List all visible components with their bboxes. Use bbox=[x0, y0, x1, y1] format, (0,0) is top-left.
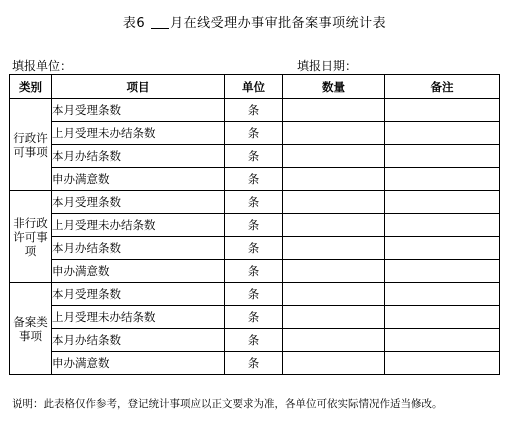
item-cell: 上月受理未办结条数 bbox=[52, 214, 225, 237]
footnote: 说明：此表格仅作参考，登记统计事项应以正文要求为准，各单位可依实际情况作适当修改。 bbox=[12, 398, 443, 410]
unit-cell: 条 bbox=[225, 306, 283, 329]
statistics-table bbox=[9, 74, 500, 375]
header-unit: 单位 bbox=[225, 75, 283, 99]
item-cell: 本月办结条数 bbox=[52, 237, 225, 260]
quantity-cell[interactable] bbox=[283, 329, 385, 352]
quantity-cell[interactable] bbox=[283, 306, 385, 329]
item-cell: 申办满意数 bbox=[52, 260, 225, 283]
category-cell: 行政许可事项 bbox=[10, 99, 52, 191]
quantity-cell[interactable] bbox=[283, 260, 385, 283]
unit-cell: 条 bbox=[225, 260, 283, 283]
table-row bbox=[10, 214, 500, 237]
quantity-cell[interactable] bbox=[283, 191, 385, 214]
unit-cell: 条 bbox=[225, 122, 283, 145]
item-cell: 申办满意数 bbox=[52, 168, 225, 191]
unit-cell: 条 bbox=[225, 168, 283, 191]
table-header-row bbox=[10, 75, 500, 99]
item-cell: 本月办结条数 bbox=[52, 329, 225, 352]
remarks-cell[interactable] bbox=[385, 122, 500, 145]
table-row bbox=[10, 260, 500, 283]
table-row bbox=[10, 352, 500, 375]
unit-cell: 条 bbox=[225, 145, 283, 168]
remarks-cell[interactable] bbox=[385, 352, 500, 375]
item-cell: 申办满意数 bbox=[52, 352, 225, 375]
reporting-date-label: 填报日期： bbox=[297, 59, 358, 73]
quantity-cell[interactable] bbox=[283, 283, 385, 306]
remarks-cell[interactable] bbox=[385, 214, 500, 237]
remarks-cell[interactable] bbox=[385, 237, 500, 260]
remarks-cell[interactable] bbox=[385, 260, 500, 283]
title-prefix: 表6 bbox=[122, 16, 146, 31]
item-cell: 本月受理条数 bbox=[52, 191, 225, 214]
unit-cell: 条 bbox=[225, 352, 283, 375]
quantity-cell[interactable] bbox=[283, 237, 385, 260]
quantity-cell[interactable] bbox=[283, 99, 385, 122]
quantity-cell[interactable] bbox=[283, 214, 385, 237]
remarks-cell[interactable] bbox=[385, 168, 500, 191]
unit-cell: 条 bbox=[225, 237, 283, 260]
remarks-cell[interactable] bbox=[385, 145, 500, 168]
header-quantity: 数量 bbox=[283, 75, 385, 99]
category-cell: 备案类事项 bbox=[10, 283, 52, 375]
table-row bbox=[10, 283, 500, 306]
item-cell: 上月受理未办结条数 bbox=[52, 306, 225, 329]
unit-cell: 条 bbox=[225, 99, 283, 122]
item-cell: 上月受理未办结条数 bbox=[52, 122, 225, 145]
item-cell: 本月办结条数 bbox=[52, 145, 225, 168]
unit-cell: 条 bbox=[225, 214, 283, 237]
table-row bbox=[10, 99, 500, 122]
table-row bbox=[10, 306, 500, 329]
header-remarks: 备注 bbox=[385, 75, 500, 99]
remarks-cell[interactable] bbox=[385, 329, 500, 352]
quantity-cell[interactable] bbox=[283, 168, 385, 191]
remarks-cell[interactable] bbox=[385, 99, 500, 122]
table-row bbox=[10, 145, 500, 168]
quantity-cell[interactable] bbox=[283, 352, 385, 375]
item-cell: 本月受理条数 bbox=[52, 99, 225, 122]
remarks-cell[interactable] bbox=[385, 283, 500, 306]
remarks-cell[interactable] bbox=[385, 306, 500, 329]
table-row bbox=[10, 237, 500, 260]
quantity-cell[interactable] bbox=[283, 145, 385, 168]
header-item: 项目 bbox=[52, 75, 225, 99]
page-title bbox=[0, 12, 509, 31]
header-category: 类别 bbox=[10, 75, 52, 99]
quantity-cell[interactable] bbox=[283, 122, 385, 145]
item-cell: 本月受理条数 bbox=[52, 283, 225, 306]
unit-cell: 条 bbox=[225, 191, 283, 214]
table-row bbox=[10, 122, 500, 145]
remarks-cell[interactable] bbox=[385, 191, 500, 214]
title-text: 月在线受理办事审批备案事项统计表 bbox=[170, 16, 387, 31]
unit-cell: 条 bbox=[225, 283, 283, 306]
table-row bbox=[10, 329, 500, 352]
month-blank bbox=[151, 15, 169, 29]
unit-cell: 条 bbox=[225, 329, 283, 352]
table-row bbox=[10, 191, 500, 214]
category-cell: 非行政许可事项 bbox=[10, 191, 52, 283]
table-row bbox=[10, 168, 500, 191]
reporting-unit-label: 填报单位： bbox=[12, 59, 73, 73]
